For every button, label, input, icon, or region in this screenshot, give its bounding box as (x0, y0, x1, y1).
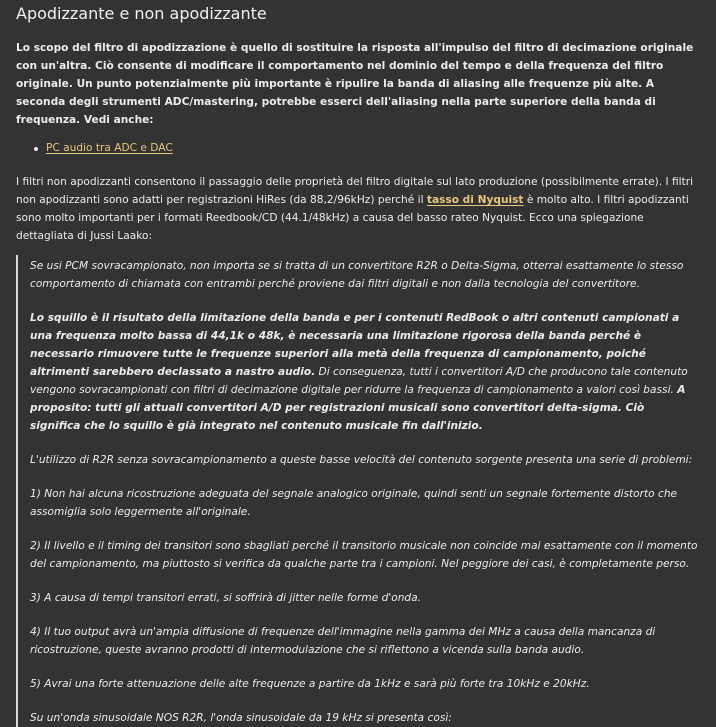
quote-bold-text-2: A proposito: tutti gli attuali convertitori A/D per registrazioni musicali sono convertitori delta-sigma. Ciò significa che lo squillo è già integrato nel contenuto musicale fin dall'inizio. (30, 384, 686, 432)
body-paragraph (16, 173, 698, 245)
body-text-part2: è molto alto. I filtri apodizzanti sono molto importanti per i formati Reedbook/CD (44.1/48kHz) a causa del basso rateo Nyquist. Ecco una spiegazione dettagliata di Jussi Laako: (16, 194, 689, 242)
quote-item-5: 5) Avrai una forte attenuazione delle alte frequenze a partire da 1kHz e sarà più forte tra 10kHz e 20kHz. (30, 678, 590, 690)
section-title: Apodizzante e non apodizzante (16, 4, 267, 23)
intro-paragraph: Lo scopo del filtro di apodizzazione è quello di sostituire la risposta all'impulso del filtro di decimazione originale con un'altra. Ciò consente di modificare il comportamento nel dominio del tempo e della frequenza del filtro originale. Un punto potenzialmente più importante è ripulire la banda di aliasing alle frequenze più alte. A seconda degli strumenti ADC/mastering, potrebbe esserci dell'aliasing nella parte superiore della banda di frequenza. Vedi anche: (16, 42, 694, 126)
quote-paragraph-last: Su un'onda sinusoidale NOS R2R, l'onda sinusoidale da 19 kHz si presenta così: (30, 712, 452, 724)
quote-paragraph-3: L'utilizzo di R2R senza sovracampionamento a queste basse velocità del contenuto sorgente presenta una serie di problemi: (30, 454, 693, 466)
see-also-list (16, 139, 698, 157)
quote-item-4: 4) Il tuo output avrà un'ampia diffusione di frequenze dell'immagine nella gamma dei MHz a causa della mancanza di ricostruzione, queste avranno prodotti di intermodulazione che si riflettono a vicenda sulla banda audio. (30, 626, 656, 656)
quote-item-1: 1) Non hai alcuna ricostruzione adeguata del segnale analogico originale, quindi senti un segnale fortemente distorto che assomiglia solo leggermente all'originale. (30, 488, 678, 518)
list-item (46, 139, 698, 157)
quote-paragraph-2 (30, 309, 698, 435)
quote-paragraph-1: Se usi PCM sovracampionato, non importa se si tratta di un convertitore R2R o Delta-Sigma, otterrai esattamente lo stesso comportamento di chiamata con entrambi perché proviene dai filtri digitali e non dalla tecnologia del convertitore. (30, 260, 684, 290)
quote-item-3: 3) A causa di tempi transitori errati, si soffrirà di jitter nelle forme d'onda. (30, 592, 422, 604)
link-nyquist-rate[interactable]: tasso di Nyquist (426, 194, 524, 206)
body-text-part1: I filtri non apodizzanti consentono il passaggio delle proprietà del filtro digitale sul lato produzione (possibilmente errate). I filtri non apodizzanti sono adatti per registrazioni HiRes (da 88,2/96kHz) perché il (16, 176, 694, 206)
quote-block (16, 255, 698, 727)
quote-bold-text: Lo squillo è il risultato della limitazione della banda e per i contenuti RedBook o altri contenuti campionati a una frequenza molto bassa di 44,1k o 48k, è necessaria una limitazione rigorosa della banda perché è necessario rimuovere tutte le frequenze superiori alla metà della frequenza di campionamento, poiché altrimenti sarebbero declassato a nastro audio. (30, 312, 680, 378)
quote-text: Di conseguenza, tutti i convertitori A/D che producono tale contenuto vengono sovracampionati con filtri di decimazione digitale per ridurre la frequenza di campionamento a valori così bassi. (30, 366, 688, 396)
link-pc-audio[interactable]: PC audio tra ADC e DAC (46, 142, 173, 154)
quote-item-2: 2) Il livello e il timing dei transitori sono sbagliati perché il transitorio musicale non coincide mai esattamente con il momento del campionamento, ma piuttosto si verifica da qualche parte tra i campioni. Nel peggiore dei casi, è completamente perso. (30, 540, 698, 570)
